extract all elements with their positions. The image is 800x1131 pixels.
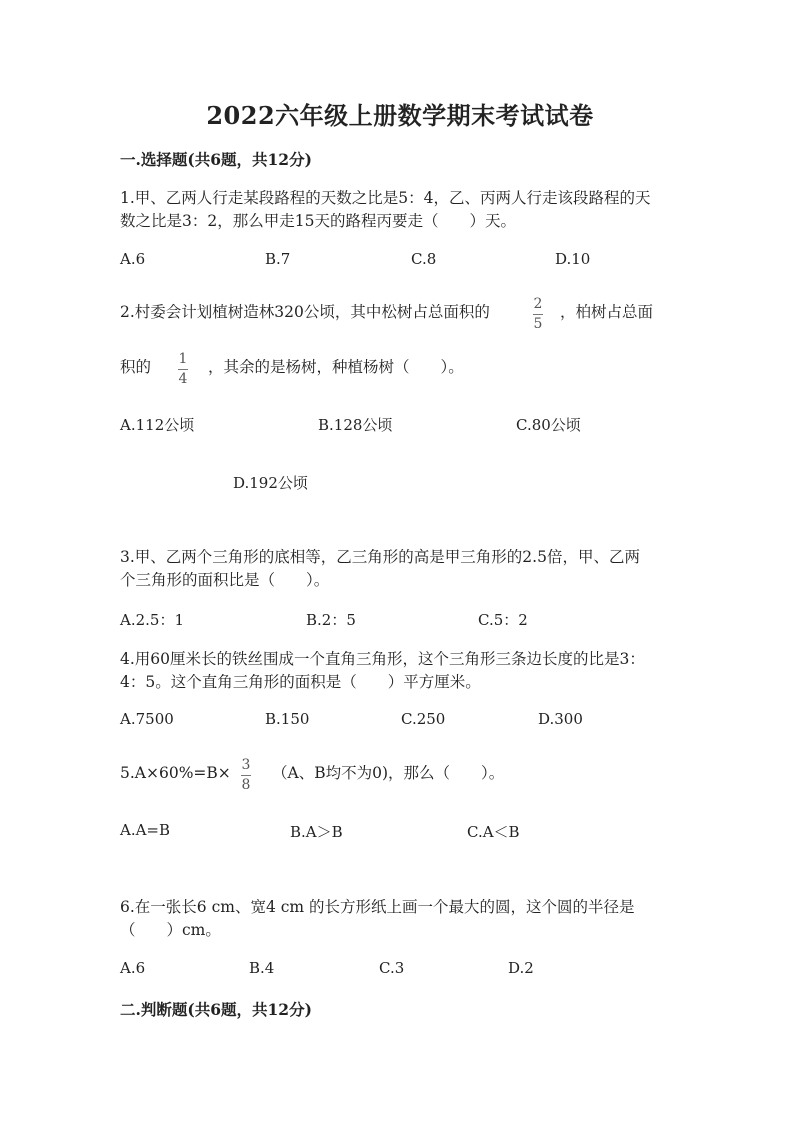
question-2-option-d: D.192公顷 bbox=[233, 474, 308, 492]
fraction-denominator: 8 bbox=[241, 777, 251, 793]
question-1-line-1: 1.甲、乙两人行走某段路程的天数之比是5：4，乙、丙两人行走该段路程的天 bbox=[120, 189, 651, 207]
fraction-two-fifths bbox=[533, 297, 543, 332]
question-2-line-1a: 2.村委会计划植树造林320公顷，其中松树占总面积的 bbox=[120, 303, 490, 321]
question-5-line-1b: （A、B均不为0)，那么（ ）。 bbox=[272, 764, 505, 782]
page-title: 2022六年级上册数学期末考试试卷 bbox=[206, 101, 594, 130]
question-6-line-2: （ ）cm。 bbox=[120, 921, 221, 939]
fraction-bar bbox=[178, 369, 188, 370]
question-6-line-1: 6.在一张长6 cm、宽4 cm 的长方形纸上画一个最大的圆，这个圆的半径是 bbox=[120, 898, 635, 916]
question-5-option-c: C.A＜B bbox=[467, 823, 520, 841]
fraction-numerator: 3 bbox=[241, 757, 251, 773]
fraction-numerator: 1 bbox=[178, 351, 188, 367]
question-4-option-a: A.7500 bbox=[120, 710, 174, 728]
fraction-denominator: 4 bbox=[178, 371, 188, 387]
question-1-option-d: D.10 bbox=[555, 250, 591, 268]
question-4-line-1: 4.用60厘米长的铁丝围成一个直角三角形，这个三角形三条边长度的比是3： bbox=[120, 650, 645, 668]
question-2-option-b: B.128公顷 bbox=[318, 416, 393, 434]
question-1-option-c: C.8 bbox=[411, 250, 437, 268]
question-6-option-b: B.4 bbox=[249, 959, 275, 977]
question-5-option-a: A.A=B bbox=[120, 821, 171, 839]
question-4-option-c: C.250 bbox=[401, 710, 446, 728]
question-6-option-c: C.3 bbox=[379, 959, 405, 977]
question-4-line-2: 4：5。这个直角三角形的面积是（ ）平方厘米。 bbox=[120, 673, 481, 691]
question-5-option-b: B.A＞B bbox=[290, 823, 343, 841]
fraction-bar bbox=[533, 314, 543, 315]
fraction-numerator: 2 bbox=[533, 296, 543, 312]
question-2-option-a: A.112公顷 bbox=[120, 416, 195, 434]
question-3-option-a: A.2.5：1 bbox=[120, 611, 184, 629]
question-2-line-2b: ，其余的是杨树，种植杨树（ ）。 bbox=[208, 358, 464, 376]
fraction-denominator: 5 bbox=[533, 316, 543, 332]
question-2-option-c: C.80公顷 bbox=[516, 416, 581, 434]
question-1-line-2: 数之比是3：2，那么甲走15天的路程丙要走（ ）天。 bbox=[120, 212, 516, 230]
question-5-line-1a: 5.A×60%=B× bbox=[120, 764, 231, 782]
question-4-option-d: D.300 bbox=[538, 710, 583, 728]
question-3-option-b: B.2：5 bbox=[306, 611, 356, 629]
question-3-line-2: 个三角形的面积比是（ ）。 bbox=[120, 571, 330, 589]
question-3-option-c: C.5：2 bbox=[478, 611, 528, 629]
fraction-bar bbox=[241, 775, 251, 776]
question-3-line-1: 3.甲、乙两个三角形的底相等，乙三角形的高是甲三角形的2.5倍，甲、乙两 bbox=[120, 548, 640, 566]
question-6-option-d: D.2 bbox=[508, 959, 534, 977]
question-2-line-1b: ，柏树占总面 bbox=[560, 303, 654, 321]
question-6-option-a: A.6 bbox=[120, 959, 146, 977]
question-2-line-2a: 积的 bbox=[120, 358, 152, 376]
question-1-option-a: A.6 bbox=[120, 250, 146, 268]
section-heading-judgment: 二.判断题(共6题，共12分) bbox=[120, 1000, 312, 1019]
fraction-three-eighths bbox=[241, 758, 251, 793]
section-heading-choice: 一.选择题(共6题，共12分) bbox=[120, 150, 312, 169]
question-4-option-b: B.150 bbox=[265, 710, 310, 728]
question-1-option-b: B.7 bbox=[265, 250, 291, 268]
fraction-one-quarter bbox=[178, 352, 188, 387]
